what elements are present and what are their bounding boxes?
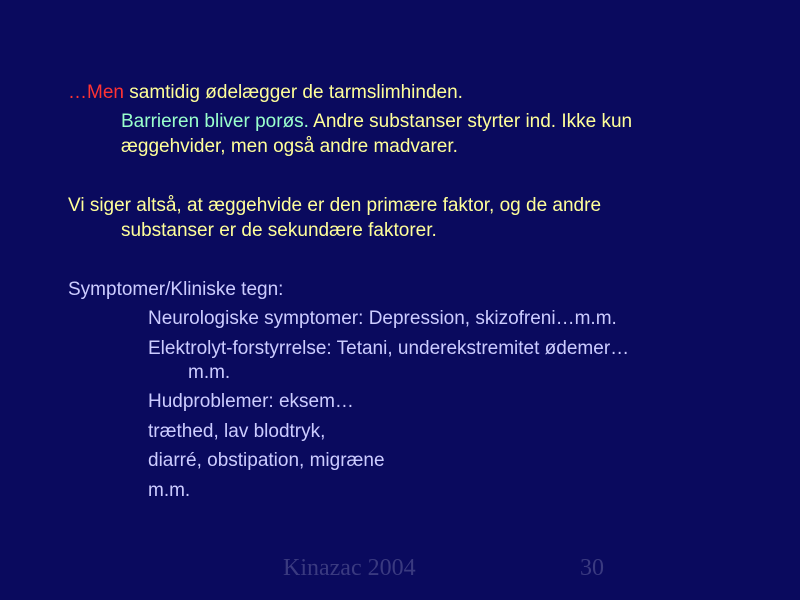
symptom-item: m.m. xyxy=(148,480,191,501)
symptom-item: træthed, lav blodtryk, xyxy=(148,421,326,442)
symptom-item: Hudproblemer: eksem… xyxy=(148,391,354,412)
symptoms-heading: Symptomer/Kliniske tegn: xyxy=(68,279,284,300)
paragraph-primary-line1: Vi siger altså, at æggehvide er den primære faktor, og de andre xyxy=(68,195,602,216)
paragraph-barrier-line2: æggehvider, men også andre madvarer. xyxy=(121,136,458,157)
paragraph-men xyxy=(68,80,463,106)
symptom-item: Elektrolyt-forstyrrelse: Tetani, underekstremitet ødemer… xyxy=(148,338,630,359)
barrier-text: Barrieren bliver porøs. xyxy=(121,111,309,132)
ellipsis-text: … xyxy=(68,82,87,103)
men-text: Men xyxy=(87,82,124,103)
symptom-item-continuation: m.m. xyxy=(188,362,231,383)
symptom-item: Neurologiske symptomer: Depression, skizofreni…m.m. xyxy=(148,308,617,329)
footer-page-number: 30 xyxy=(580,555,604,581)
footer-title: Kinazac 2004 xyxy=(283,555,416,581)
symptom-item: diarré, obstipation, migræne xyxy=(148,450,385,471)
paragraph-barrier-line1 xyxy=(121,109,632,135)
barrier-rest-text: Andre substanser styrter ind. Ikke kun xyxy=(308,111,633,132)
men-rest-text: samtidig ødelægger de tarmslimhinden. xyxy=(123,82,463,103)
paragraph-primary-line2: substanser er de sekundære faktorer. xyxy=(121,220,437,241)
